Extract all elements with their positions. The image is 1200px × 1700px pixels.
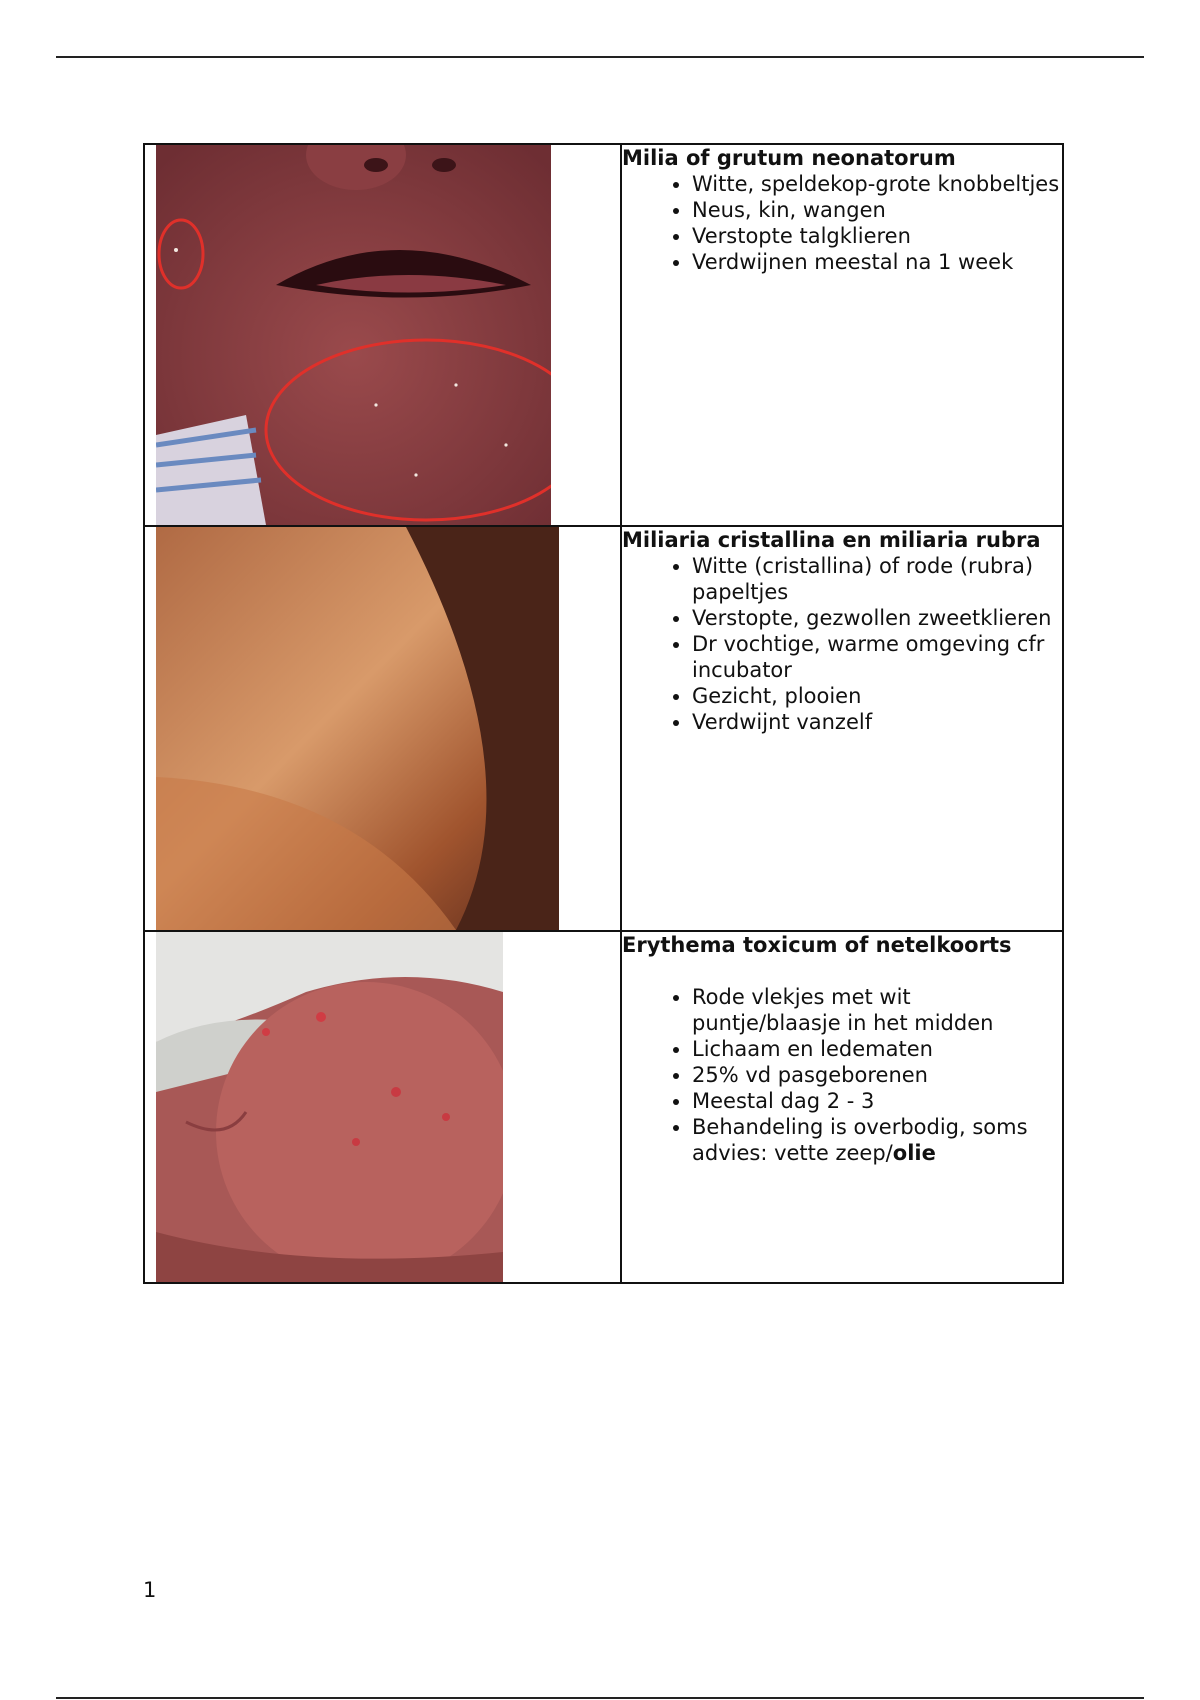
list-item: • Meestal dag 2 - 3 — [692, 1088, 1062, 1114]
list-item: • Verdwijnen meestal na 1 week — [692, 249, 1062, 275]
description-cell — [621, 526, 1063, 931]
list-item: • Verdwijnt vanzelf — [692, 709, 1062, 735]
image-cell — [144, 144, 621, 526]
description-cell — [621, 144, 1063, 526]
baby-back-erythema-photo — [156, 932, 503, 1282]
list-item — [692, 1114, 1062, 1166]
symptom-list — [622, 984, 1062, 1166]
baby-neck-miliaria-photo — [156, 527, 559, 930]
table-row — [144, 931, 1063, 1283]
list-item: • Gezicht, plooien — [692, 683, 1062, 709]
list-item-text: Behandeling is overbodig, soms advies: vette zeep/ — [692, 1115, 1028, 1165]
symptom-list — [622, 553, 1062, 735]
table-row — [144, 144, 1063, 526]
list-item: • Witte, speldekop-grote knobbeltjes — [692, 171, 1062, 197]
list-item: • Verstopte talgklieren — [692, 223, 1062, 249]
list-item: • Rode vlekjes met wit puntje/blaasje in het midden — [692, 984, 1062, 1036]
image-cell — [144, 526, 621, 931]
description-cell — [621, 931, 1063, 1283]
list-item: • 25% vd pasgeborenen — [692, 1062, 1062, 1088]
condition-title: Milia of grutum neonatorum — [622, 146, 956, 170]
footer-rule — [56, 1697, 1144, 1699]
header-rule — [56, 56, 1144, 58]
symptom-list — [622, 171, 1062, 275]
image-cell — [144, 931, 621, 1283]
list-item: • Verstopte, gezwollen zweetklieren — [692, 605, 1062, 631]
baby-chin-milia-photo — [156, 145, 551, 525]
condition-title: Miliaria cristallina en miliaria rubra — [622, 528, 1041, 552]
table-row — [144, 526, 1063, 931]
condition-title: Erythema toxicum of netelkoorts — [622, 933, 1012, 957]
list-item-bold-text: olie — [892, 1141, 936, 1165]
list-item: • Neus, kin, wangen — [692, 197, 1062, 223]
list-item: • Witte (cristallina) of rode (rubra) papeltjes — [692, 553, 1062, 605]
page-number: 1 — [143, 1578, 157, 1602]
list-item: • Lichaam en ledematen — [692, 1036, 1062, 1062]
condition-table — [143, 143, 1064, 1284]
list-item: • Dr vochtige, warme omgeving cfr incubator — [692, 631, 1062, 683]
